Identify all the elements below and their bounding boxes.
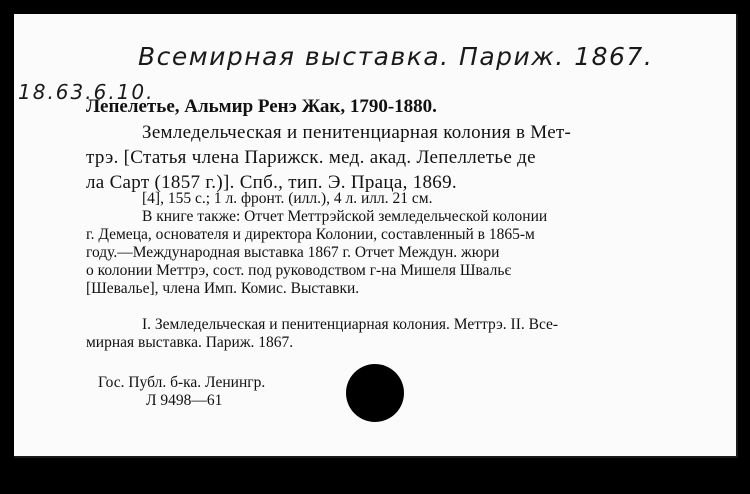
note-line-2: г. Демеца, основателя и директора Колонии, составленный в 1865-м (86, 226, 535, 243)
note-line-3: году.—Международная выставка 1867 г. Отчет Междун. жюри (86, 244, 500, 261)
handwritten-subject-heading: Всемирная выставка. Париж. 1867. (138, 42, 654, 71)
call-number: Л 9498—61 (146, 392, 223, 409)
note-line-1: В книге также: Отчет Меттрэйской земледельческой колонии (142, 208, 548, 225)
handwritten-shelfmark: 18.63.6.10. (18, 80, 155, 104)
title-line-2: трэ. [Статья члена Парижск. мед. акад. Лепеллетье де (86, 147, 536, 168)
tracing-line-2: мирная выставка. Париж. 1867. (86, 334, 294, 351)
note-line-5: [Шевалье], члена Имп. Комис. Выставки. (86, 280, 360, 297)
collation: [4], 155 с.; 1 л. фронт. (илл.), 4 л. илл. 21 см. (142, 190, 433, 207)
punch-hole (346, 364, 404, 422)
title-line-1: Земледельческая и пенитенциарная колония в Мет- (142, 122, 572, 143)
title-line-3: ла Сарт (1857 г.)]. Спб., тип. Э. Праца, 1869. (86, 172, 457, 193)
tracing-line-1: I. Земледельческая и пенитенциарная колония. Меттрэ. II. Все- (142, 316, 559, 333)
library-name: Гос. Публ. б-ка. Ленингр. (98, 374, 266, 391)
note-line-4: о колонии Меттрэ, сост. под руководством г-на Мишеля Швальє (86, 262, 512, 279)
author-heading: Лепелетье, Альмир Ренэ Жак, 1790-1880. (86, 96, 437, 117)
catalog-card (14, 14, 738, 458)
